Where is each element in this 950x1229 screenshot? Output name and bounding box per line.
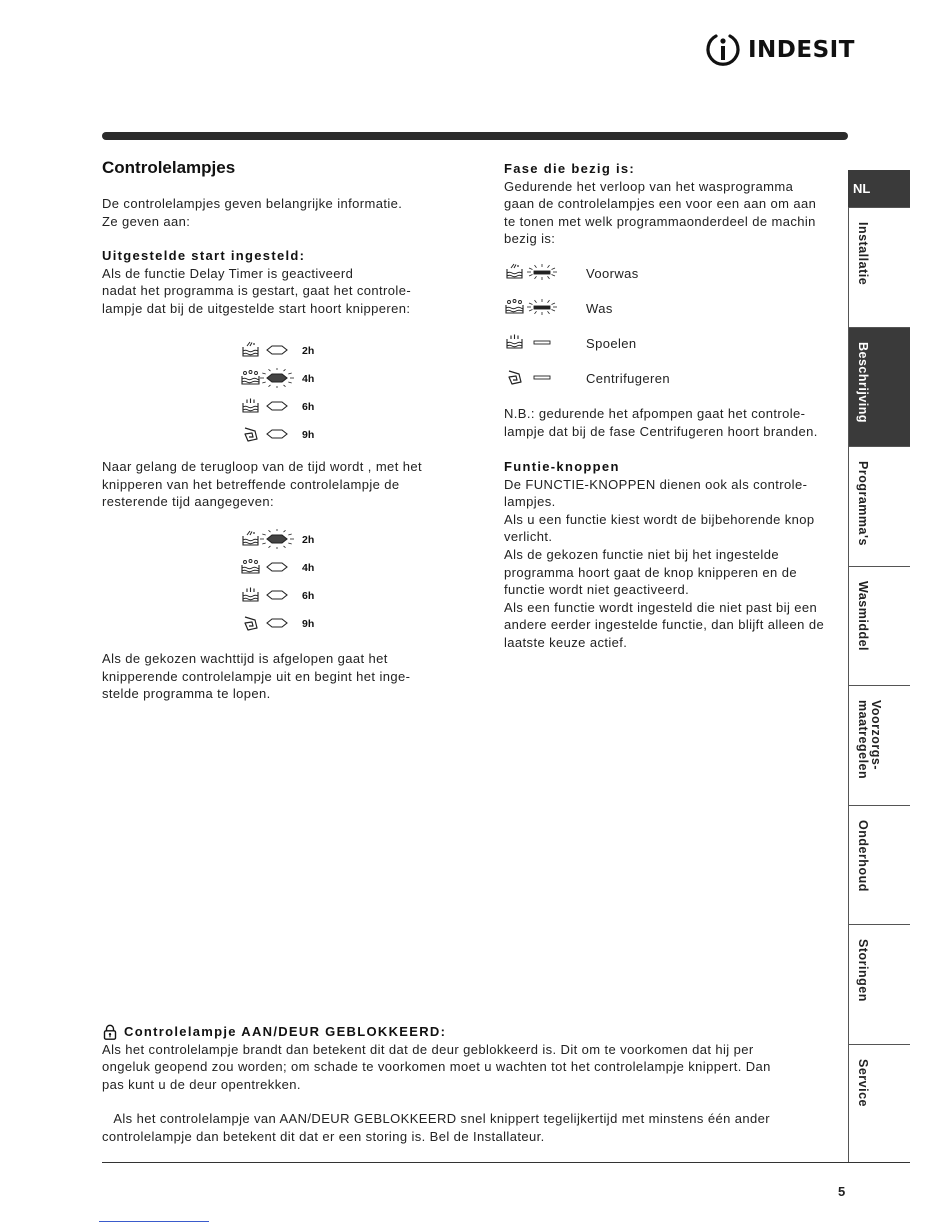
delay-indicator-row [240, 340, 330, 360]
delay-indicator-row [240, 557, 330, 577]
hours-label: 2h [302, 345, 315, 357]
phase-label: Was [586, 301, 613, 316]
delay-indicator-row [240, 424, 330, 444]
function-line: verlicht. [504, 529, 553, 545]
prewash-tub-icon [504, 262, 525, 282]
phase-line: Gedurende het verloop van het wasprogramma [504, 178, 794, 194]
tab-voorzorgs-maatregelen[interactable] [848, 685, 910, 804]
hours-label: 9h [302, 429, 315, 441]
function-line: Als de gekozen functie niet bij het ingestelde [504, 546, 779, 562]
phase-row [504, 332, 844, 354]
delay-indicator-row [240, 396, 330, 416]
blinking-phase-light [525, 262, 559, 282]
phase-label: Voorwas [586, 266, 639, 281]
spin-icon [504, 367, 525, 387]
door-line: pas kunt u de deur opentrekken. [102, 1076, 301, 1092]
tab-storingen[interactable] [848, 924, 910, 1043]
tab-onderhoud[interactable] [848, 805, 910, 924]
page-title: Controlelampjes [102, 158, 236, 177]
intro-line: Ze geven aan: [102, 213, 191, 229]
tab-label: Beschrijving [856, 341, 870, 423]
door-lock-section [102, 1023, 837, 1146]
hours-label: 6h [302, 401, 315, 413]
tab-label: Service [856, 1058, 870, 1107]
function-line: programma hoort gaat de knop knipperen en de [504, 564, 797, 580]
blinking-indicator-light [256, 368, 298, 388]
tab-label: Installatie [856, 222, 870, 286]
remaining-line: resterende tijd aangegeven: [102, 494, 274, 510]
phase-line: te tonen met welk programmaonderdeel de machin [504, 213, 816, 229]
function-line: andere eerder ingestelde functie, dan blijft alleen de [504, 617, 825, 633]
phase-note [504, 405, 844, 440]
phase-light [525, 332, 559, 352]
indicator-light [256, 585, 298, 605]
hours-label: 2h [302, 534, 315, 546]
note-line: N.B.: gedurende het afpompen gaat het controle- [504, 406, 806, 421]
phase-label: Centrifugeren [586, 371, 670, 386]
language-tab[interactable]: NL [848, 170, 910, 207]
phase-row [504, 262, 844, 284]
rinse-tub-icon [504, 332, 525, 352]
tab-label: Programma's [856, 461, 870, 546]
hours-label: 6h [302, 590, 315, 602]
door-line: Als het controlelampje van AAN/DEUR GEBLOKKEERD snel knippert tegelijkertijd met minstens één ander [102, 1111, 770, 1127]
function-line: Als u een functie kiest wordt de bijbehorende knop [504, 511, 815, 527]
phase-heading: Fase die bezig is: [504, 161, 636, 176]
tab-programma-s[interactable] [848, 446, 910, 565]
intro-line: De controlelampjes geven belangrijke informatie. [102, 196, 403, 211]
brand-name: INDESIT [748, 37, 855, 63]
page-number: 5 [838, 1184, 846, 1199]
function-section [504, 458, 844, 652]
function-heading: Funtie-knoppen [504, 459, 620, 474]
door-lock-heading-row [102, 1023, 837, 1041]
expired-line: knipperende controlelampje uit en begint het inge- [102, 668, 411, 684]
function-line: laatste keuze actief. [504, 634, 628, 650]
phase-line: bezig is: [504, 231, 556, 247]
remaining-line: Naar gelang de terugloop van de tijd wordt , met het [102, 459, 422, 474]
remaining-time-text [102, 458, 482, 511]
tab-label: Storingen [856, 939, 870, 1002]
function-line: functie wordt niet geactiveerd. [504, 582, 690, 598]
indesit-logo-mark-icon [703, 30, 743, 70]
delay-indicator-row [240, 529, 330, 549]
header-rule [102, 132, 848, 140]
delay-indicator-row [240, 613, 330, 633]
door-lock-heading: Controlelampje AAN/DEUR GEBLOKKEERD: [124, 1024, 447, 1039]
phase-row [504, 297, 844, 319]
expired-text [102, 650, 482, 703]
blinking-indicator-light [256, 529, 298, 549]
phase-line: gaan de controlelampjes een voor een aan om aan [504, 196, 817, 212]
remaining-line: knipperen van het betreffende controlelampje de [102, 476, 400, 492]
hours-label: 4h [302, 562, 315, 574]
delay-indicator-row [240, 585, 330, 605]
intro-text [102, 195, 482, 230]
tab-service[interactable] [848, 1044, 910, 1163]
tab-beschrijving[interactable] [848, 327, 910, 446]
note-line: lampje dat bij de fase Centrifugeren hoort branden. [504, 423, 818, 439]
indicator-light [256, 557, 298, 577]
phase-light [525, 367, 559, 387]
padlock-icon [102, 1024, 118, 1040]
tab-label: Onderhoud [856, 819, 870, 892]
phase-row [504, 367, 844, 389]
expired-line: Als de gekozen wachttijd is afgelopen gaat het [102, 651, 388, 666]
phase-section [504, 160, 844, 248]
delay-section [102, 247, 482, 317]
tab-label: Voorzorgs- maatregelen [856, 700, 883, 780]
function-line: De FUNCTIE-KNOPPEN dienen ook als controle- [504, 476, 808, 492]
hours-label: 9h [302, 618, 315, 630]
hours-label: 4h [302, 373, 315, 385]
delay-line: nadat het programma is gestart, gaat het controle- [102, 283, 412, 299]
indicator-light [256, 613, 298, 633]
tab-installatie[interactable] [848, 207, 910, 326]
indicator-light [256, 396, 298, 416]
delay-heading: Uitgestelde start ingesteld: [102, 248, 306, 263]
delay-line: lampje dat bij de uitgestelde start hoort knipperen: [102, 300, 411, 316]
delay-line: Als de functie Delay Timer is geactiveerd [102, 265, 354, 281]
phase-label: Spoelen [586, 336, 637, 351]
indicator-light [256, 424, 298, 444]
indesit-logo [703, 30, 855, 70]
expired-line: stelde programma te lopen. [102, 686, 271, 702]
tab-wasmiddel[interactable] [848, 566, 910, 685]
indicator-light [256, 340, 298, 360]
tab-label: Wasmiddel [856, 580, 870, 651]
function-line: lampjes. [504, 494, 556, 510]
door-line: controlelampje dan betekent dit dat er een storing is. Bel de Installateur. [102, 1128, 545, 1144]
function-line: Als een functie wordt ingesteld die niet past bij een [504, 599, 818, 615]
blinking-phase-light [525, 297, 559, 317]
wash-tub-icon [504, 297, 525, 317]
door-line: ongeluk geopend zou worden; om schade te voorkomen moet u wachten tot het controlelampje knippert. Dan [102, 1059, 771, 1075]
footer-link-line [99, 1221, 209, 1222]
delay-indicator-row [240, 368, 330, 388]
door-line: Als het controlelampje brandt dan betekent dit dat de deur geblokkeerd is. Dit om te voorkomen dat hij per [102, 1041, 754, 1057]
footer-rule [102, 1162, 910, 1163]
